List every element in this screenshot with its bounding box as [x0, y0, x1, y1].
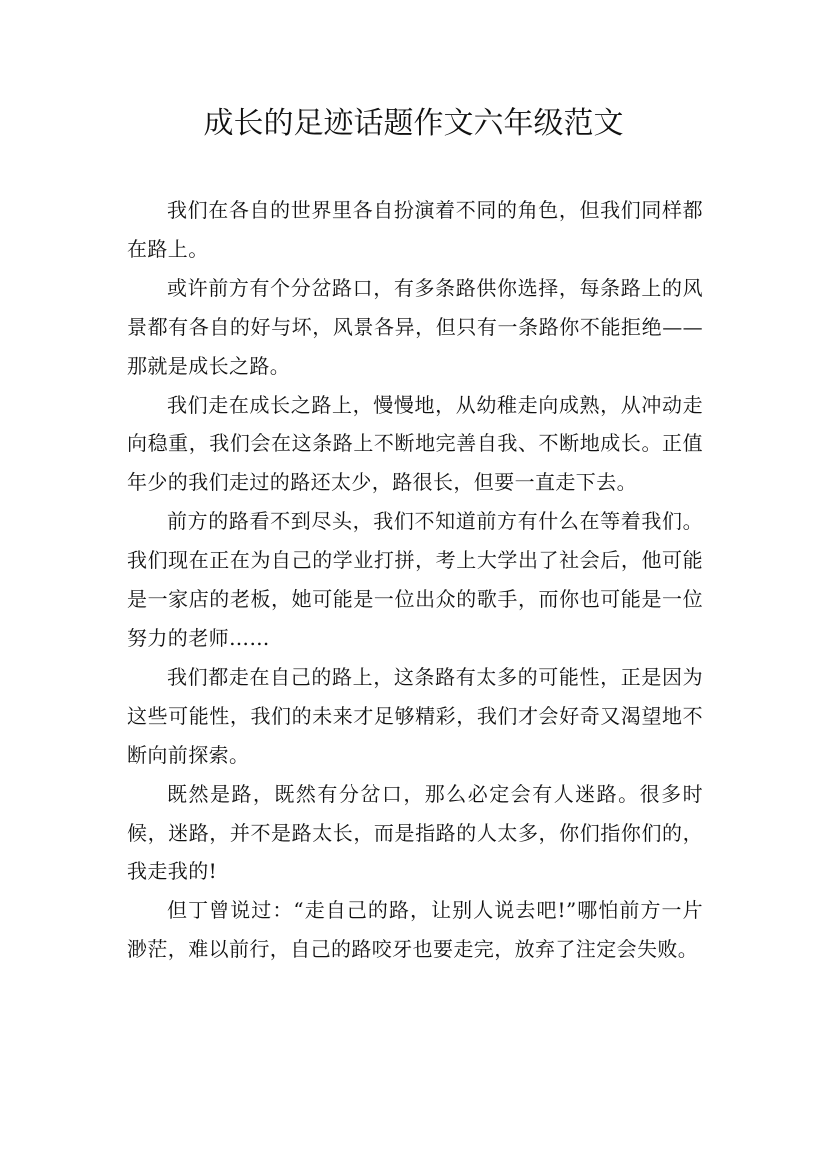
document-body — [127, 191, 703, 969]
paragraph: 前方的路看不到尽头，我们不知道前方有什么在等着我们。我们现在正在为自己的学业打拼，考上大学出了社会后，他可能是一家店的老板，她可能是一位出众的歌手，而你也可能是一位努力的老师…… — [127, 509, 703, 650]
paragraph: 既然是路，既然有分岔口，那么必定会有人迷路。很多时候，迷路，并不是路太长，而是指路的人太多，你们指你们的，我走我的! — [127, 781, 703, 884]
paragraph: 或许前方有个分岔路口，有多条路供你选择，每条路上的风景都有各自的好与坏，风景各异，但只有一条路你不能拒绝——那就是成长之路。 — [127, 275, 703, 378]
paragraph: 但丁曾说过：“走自己的路，让别人说去吧!”哪怕前方一片渺茫，难以前行，自己的路咬牙也要走完，放弃了注定会失败。 — [127, 898, 703, 962]
document-title: 成长的足迹话题作文六年级范文 — [203, 106, 624, 141]
paragraph: 我们都走在自己的路上，这条路有太多的可能性，正是因为这些可能性，我们的未来才足够精彩，我们才会好奇又渴望地不断向前探索。 — [127, 664, 703, 767]
paragraph: 我们在各自的世界里各自扮演着不同的角色，但我们同样都在路上。 — [127, 198, 703, 261]
paragraph: 我们走在成长之路上，慢慢地，从幼稚走向成熟，从冲动走向稳重，我们会在这条路上不断地完善自我、不断地成长。正值年少的我们走过的路还太少，路很长，但要一直走下去。 — [127, 392, 703, 495]
